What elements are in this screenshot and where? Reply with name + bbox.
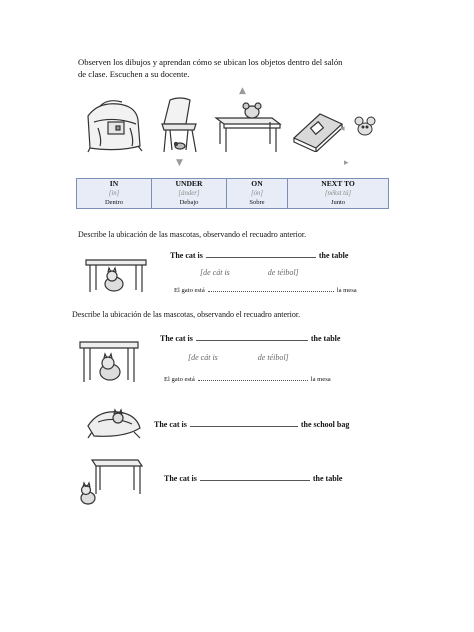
cat-under-table-icon — [78, 336, 142, 384]
intro-text — [78, 56, 398, 80]
ex-end: the table — [318, 251, 349, 260]
prep-pron: [ón] — [227, 189, 288, 199]
ex-end: the table — [312, 474, 343, 483]
school-bag-icon — [78, 96, 148, 154]
es-end: la mesa — [310, 376, 331, 383]
cat-under-table-icon — [84, 254, 148, 294]
prep-pron: [ánder] — [152, 189, 227, 199]
section2-instruction: Describe la ubicación de las mascotas, observando el recuadro anterior. — [72, 310, 301, 319]
prep-word: IN — [77, 179, 152, 189]
intro-line-2: de clase. Escuchen a su docente. — [78, 69, 190, 79]
translation-blank[interactable] — [208, 286, 334, 292]
pron-1: [de cát is — [188, 353, 218, 362]
prepositions-translation-row — [77, 198, 389, 208]
answer-blank[interactable] — [190, 420, 298, 427]
answer-blank[interactable] — [196, 334, 308, 341]
prep-es: Junto — [288, 198, 389, 208]
cat-in-bag-icon — [84, 404, 144, 442]
ex-end: the table — [310, 334, 341, 343]
section1-pron — [200, 268, 299, 277]
section2-exercise2 — [154, 420, 349, 429]
prepositions-header-row — [77, 179, 389, 189]
ex-end: the school bag — [300, 420, 350, 429]
ex-start: The cat is — [154, 420, 187, 429]
es-end: la mesa — [336, 287, 357, 294]
prep-word: NEXT TO — [288, 179, 389, 189]
prep-word: UNDER — [152, 179, 227, 189]
arrow-down-icon: ▼ — [176, 158, 183, 168]
section2-pron — [188, 353, 289, 362]
answer-blank[interactable] — [206, 251, 316, 258]
intro-line-1: Observen los dibujos y aprendan cómo se ubican los objetos dentro del salón — [78, 57, 343, 67]
ex-start: The cat is — [170, 251, 203, 260]
ex-start: The cat is — [164, 474, 197, 483]
prep-pron: [in] — [77, 189, 152, 199]
prep-word: ON — [227, 179, 288, 189]
es-start: El gato está — [174, 287, 205, 294]
section2-translation — [164, 375, 331, 383]
arrow-left-icon: ◂ — [340, 124, 345, 134]
section1-translation — [174, 286, 357, 294]
prep-es: Sobre — [227, 198, 288, 208]
translation-blank[interactable] — [198, 375, 308, 381]
prep-es: Debajo — [152, 198, 227, 208]
prep-es: Dentro — [77, 198, 152, 208]
ex-start: The cat is — [160, 334, 193, 343]
prepositions-table — [76, 178, 389, 209]
pron-2: de téibol] — [267, 268, 299, 277]
chair-icon — [156, 96, 202, 154]
table-icon — [212, 100, 284, 154]
cat-next-to-table-icon — [76, 454, 146, 506]
section2-exercise3 — [164, 474, 342, 483]
answer-blank[interactable] — [200, 474, 310, 481]
pron-2: de téibol] — [257, 353, 289, 362]
section2-exercise1 — [160, 334, 340, 343]
prepositions-pron-row — [77, 189, 389, 199]
prep-pron: [nékst tú] — [288, 189, 389, 199]
arrow-up-icon: ▲ — [239, 86, 246, 96]
book-icon — [290, 108, 344, 152]
arrow-right-icon: ▸ — [344, 158, 349, 168]
section1-exercise — [170, 251, 348, 260]
mouse-icon — [352, 115, 378, 137]
es-start: El gato está — [164, 376, 195, 383]
pron-1: [de cát is — [200, 268, 230, 277]
section1-instruction: Describe la ubicación de las mascotas, observando el recuadro anterior. — [78, 230, 307, 239]
